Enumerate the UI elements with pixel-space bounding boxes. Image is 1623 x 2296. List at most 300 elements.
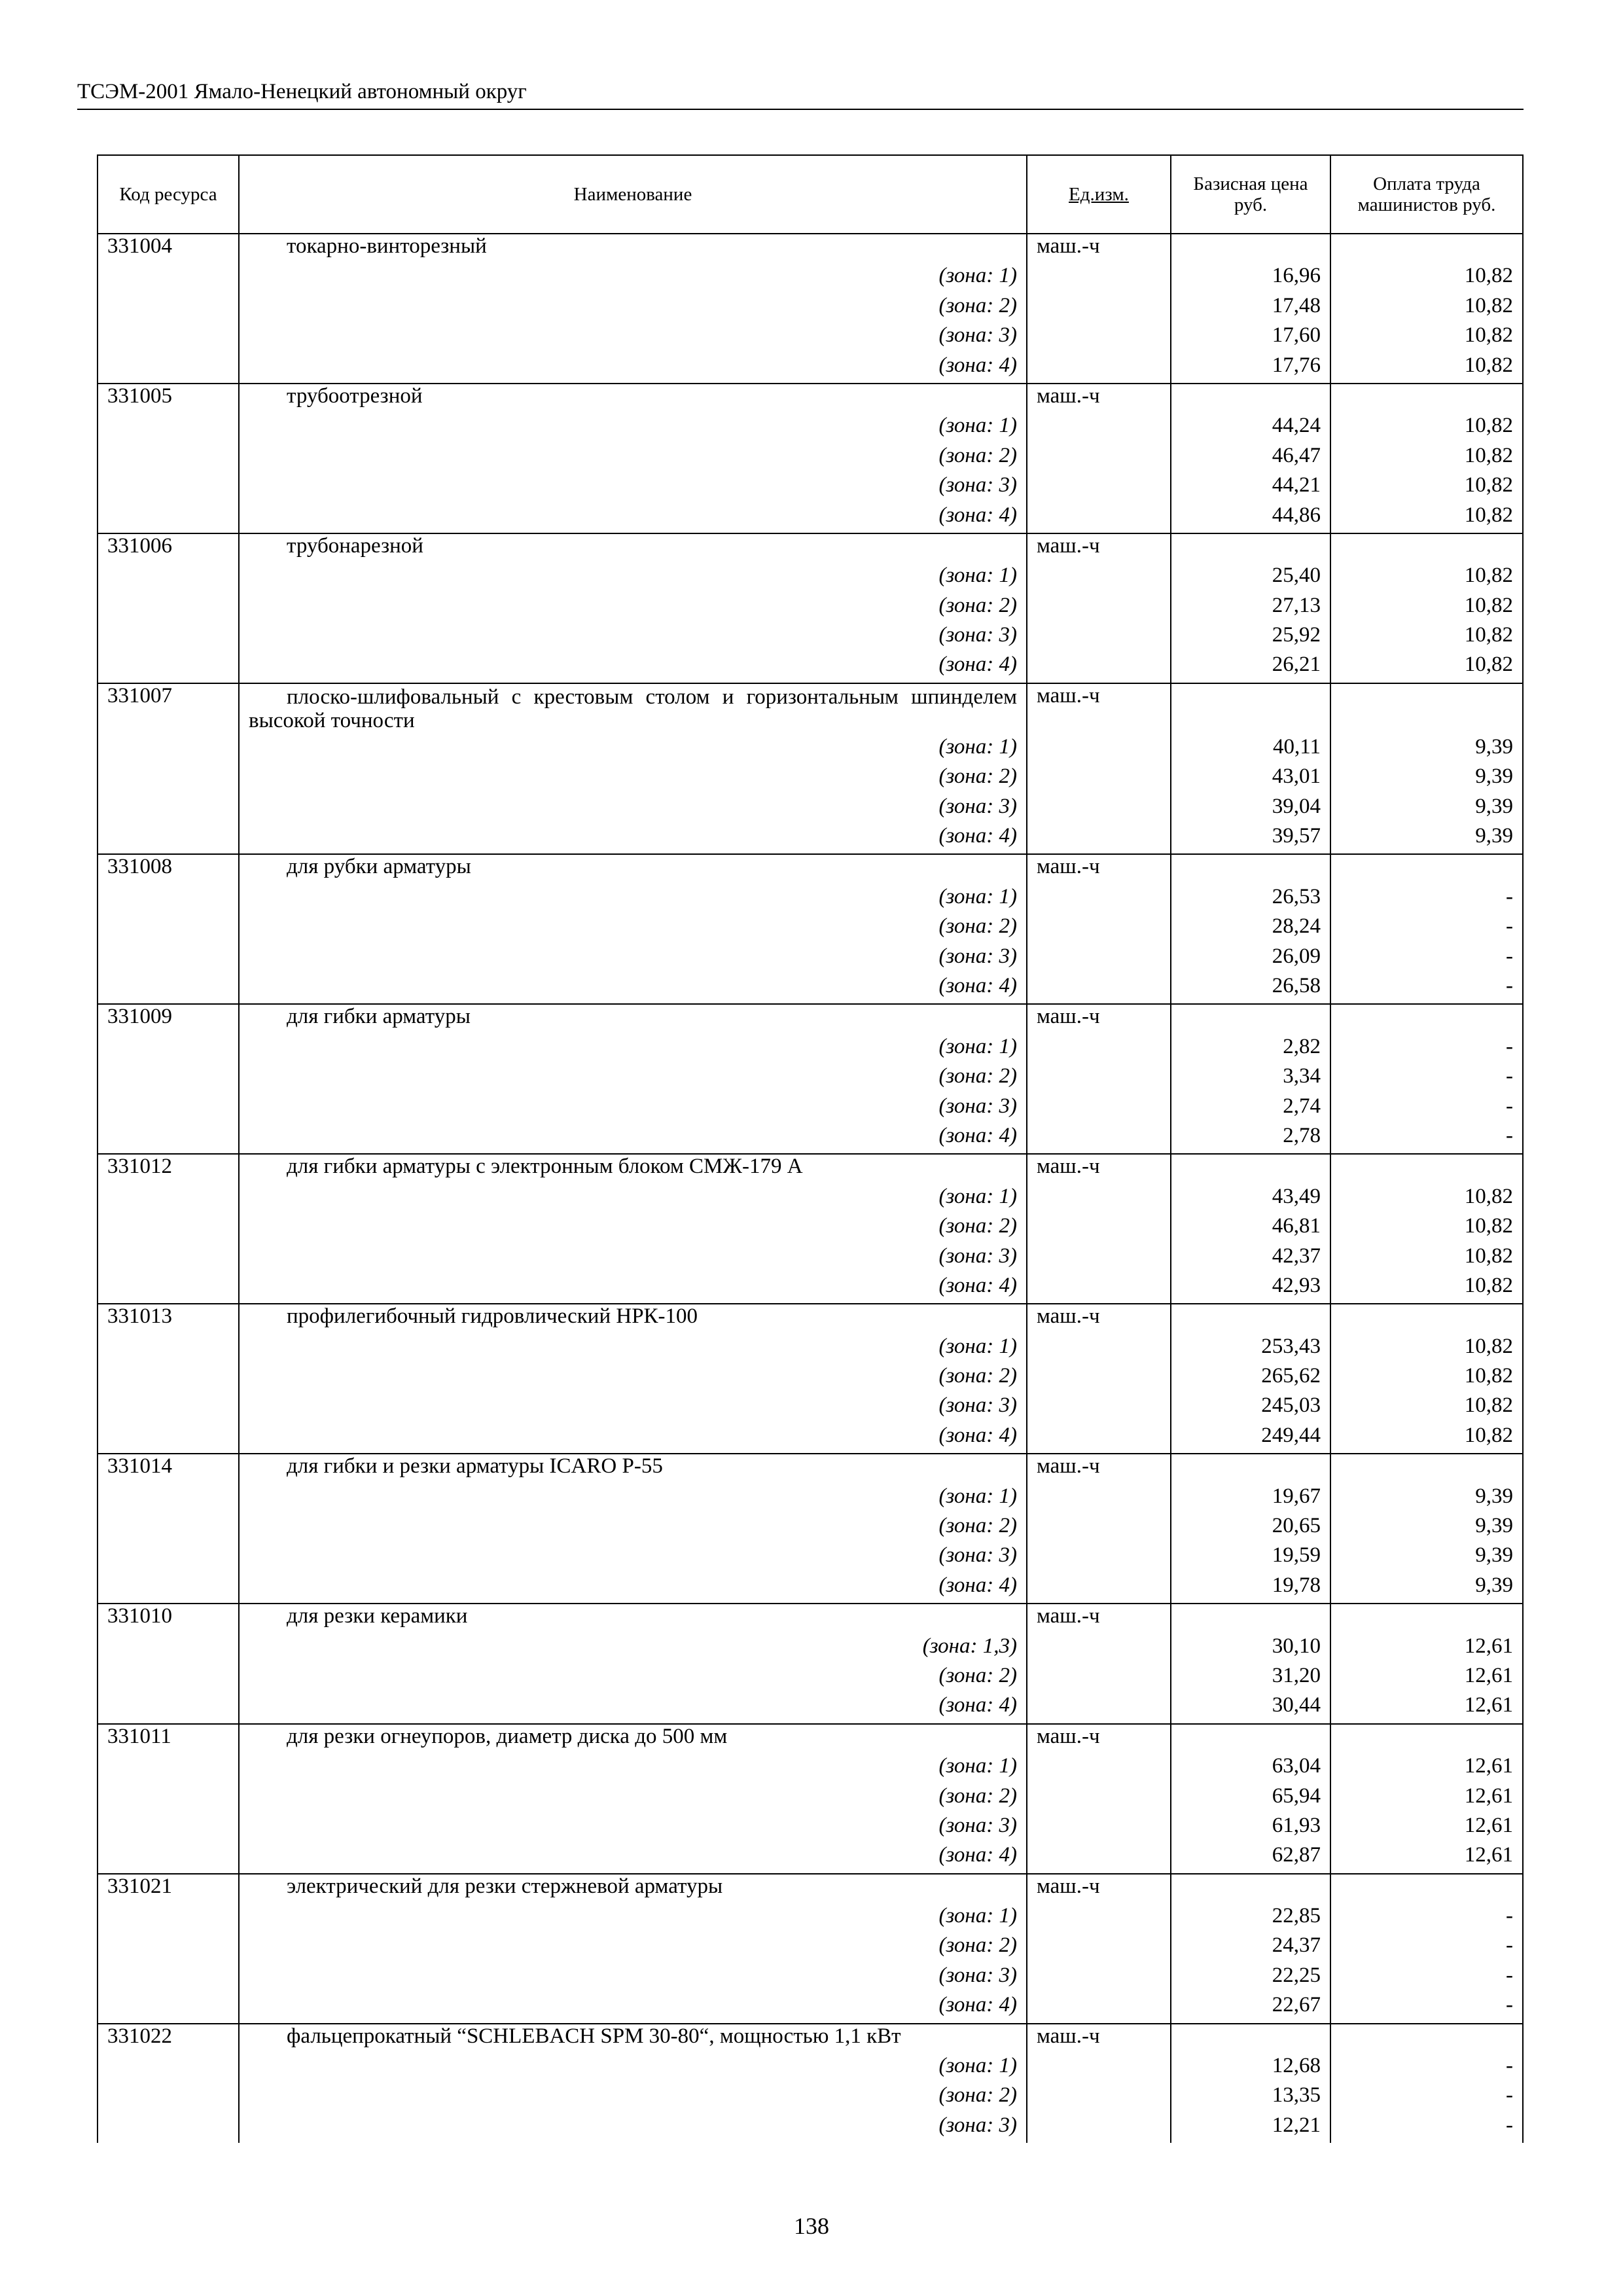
operator-wage: -: [1330, 2083, 1523, 2113]
empty-code-cell: [98, 1843, 239, 1873]
resource-unit: маш.-ч: [1027, 854, 1171, 884]
empty-unit-cell: [1027, 824, 1171, 854]
resource-name: профилегибочный гидровлический НРК-100: [239, 1304, 1027, 1334]
base-price: 46,47: [1171, 444, 1330, 473]
base-price: 30,10: [1171, 1634, 1330, 1664]
empty-unit-cell: [1027, 1035, 1171, 1064]
resource-row: [98, 854, 1523, 884]
base-price: 19,59: [1171, 1543, 1330, 1573]
resource-unit: маш.-ч: [1027, 2024, 1171, 2054]
empty-code-cell: [98, 503, 239, 533]
operator-wage: 9,39: [1330, 1514, 1523, 1543]
empty-unit-cell: [1027, 795, 1171, 824]
resource-unit: маш.-ч: [1027, 1604, 1171, 1634]
operator-wage: 10,82: [1330, 414, 1523, 443]
zone-label: (зона: 4): [239, 353, 1027, 384]
resource-name: для резки керамики: [239, 1604, 1027, 1634]
resource-name: токарно-винторезный: [239, 234, 1027, 264]
operator-wage: 10,82: [1330, 444, 1523, 473]
empty-code-cell: [98, 1904, 239, 1933]
zone-row: [98, 564, 1523, 593]
resource-row: [98, 1724, 1523, 1754]
empty-code-cell: [98, 1964, 239, 1993]
zone-label: (зона: 2): [239, 1664, 1027, 1693]
operator-wage: 9,39: [1330, 1573, 1523, 1604]
empty-unit-cell: [1027, 623, 1171, 653]
empty-code-cell: [98, 735, 239, 764]
empty-wage-cell: [1330, 1454, 1523, 1484]
empty-unit-cell: [1027, 914, 1171, 944]
operator-wage: 10,82: [1330, 564, 1523, 593]
resource-name: для гибки и резки арматуры ICARO P-55: [239, 1454, 1027, 1484]
zone-label: (зона: 4): [239, 1274, 1027, 1304]
base-price: 19,67: [1171, 1484, 1330, 1514]
base-price: 16,96: [1171, 264, 1330, 293]
operator-wage: 10,82: [1330, 1424, 1523, 1454]
operator-wage: 10,82: [1330, 594, 1523, 623]
resource-name: для гибки арматуры с электронным блоком СМЖ-179 А: [239, 1154, 1027, 1184]
empty-code-cell: [98, 1664, 239, 1693]
empty-code-cell: [98, 974, 239, 1004]
empty-unit-cell: [1027, 1094, 1171, 1124]
column-header-wage: Оплата труда машинистов руб.: [1330, 155, 1523, 234]
zone-label: (зона: 1): [239, 1185, 1027, 1214]
empty-code-cell: [98, 1514, 239, 1543]
zone-label: (зона: 2): [239, 1933, 1027, 1963]
base-price: 22,25: [1171, 1964, 1330, 1993]
zone-row: [98, 1814, 1523, 1843]
base-price: 39,04: [1171, 795, 1330, 824]
operator-wage: 10,82: [1330, 623, 1523, 653]
empty-code-cell: [98, 1933, 239, 1963]
empty-code-cell: [98, 1244, 239, 1274]
zone-label: (зона: 1): [239, 2054, 1027, 2083]
operator-wage: 10,82: [1330, 1185, 1523, 1214]
base-price: 44,21: [1171, 473, 1330, 503]
zone-row: [98, 1364, 1523, 1393]
page-number: 138: [794, 2213, 829, 2239]
resource-row: [98, 1004, 1523, 1034]
resource-unit: маш.-ч: [1027, 1454, 1171, 1484]
empty-code-cell: [98, 1693, 239, 1723]
zone-label: (зона: 3): [239, 473, 1027, 503]
resource-row: [98, 2024, 1523, 2054]
empty-code-cell: [98, 1993, 239, 2023]
operator-wage: -: [1330, 974, 1523, 1004]
resource-row: [98, 1454, 1523, 1484]
resource-name: для рубки арматуры: [239, 854, 1027, 884]
empty-code-cell: [98, 1064, 239, 1094]
base-price: 44,24: [1171, 414, 1330, 443]
empty-unit-cell: [1027, 294, 1171, 323]
empty-unit-cell: [1027, 1843, 1171, 1873]
empty-unit-cell: [1027, 1064, 1171, 1094]
zone-row: [98, 1543, 1523, 1573]
empty-code-cell: [98, 944, 239, 974]
zone-row: [98, 824, 1523, 854]
zone-row: [98, 1244, 1523, 1274]
zone-label: (зона: 4): [239, 1124, 1027, 1154]
empty-unit-cell: [1027, 1214, 1171, 1244]
resource-code: 331008: [98, 854, 239, 884]
empty-unit-cell: [1027, 1514, 1171, 1543]
empty-unit-cell: [1027, 1543, 1171, 1573]
empty-wage-cell: [1330, 854, 1523, 884]
empty-price-cell: [1171, 1454, 1330, 1484]
base-price: 24,37: [1171, 1933, 1330, 1963]
empty-unit-cell: [1027, 1634, 1171, 1664]
zone-row: [98, 623, 1523, 653]
empty-price-cell: [1171, 234, 1330, 264]
operator-wage: 9,39: [1330, 1484, 1523, 1514]
resource-unit: маш.-ч: [1027, 1154, 1171, 1184]
empty-unit-cell: [1027, 1664, 1171, 1693]
zone-row: [98, 1933, 1523, 1963]
empty-price-cell: [1171, 533, 1330, 564]
table-header-row: [98, 155, 1523, 234]
zone-row: [98, 323, 1523, 353]
resource-name: для резки огнеупоров, диаметр диска до 500 мм: [239, 1724, 1027, 1754]
operator-wage: -: [1330, 1035, 1523, 1064]
zone-label: (зона: 4): [239, 824, 1027, 854]
zone-label: (зона: 3): [239, 1244, 1027, 1274]
resource-code: 331012: [98, 1154, 239, 1184]
zone-row: [98, 1784, 1523, 1814]
empty-price-cell: [1171, 1304, 1330, 1334]
resource-code: 331014: [98, 1454, 239, 1484]
empty-wage-cell: [1330, 683, 1523, 735]
resource-code: 331009: [98, 1004, 239, 1034]
operator-wage: 10,82: [1330, 1335, 1523, 1364]
zone-label: (зона: 2): [239, 1064, 1027, 1094]
empty-code-cell: [98, 1094, 239, 1124]
base-price: 13,35: [1171, 2083, 1330, 2113]
zone-label: (зона: 1): [239, 264, 1027, 293]
empty-code-cell: [98, 594, 239, 623]
operator-wage: -: [1330, 1904, 1523, 1933]
empty-wage-cell: [1330, 1004, 1523, 1034]
zone-row: [98, 1664, 1523, 1693]
zone-label: (зона: 4): [239, 1843, 1027, 1873]
empty-unit-cell: [1027, 353, 1171, 384]
empty-unit-cell: [1027, 264, 1171, 293]
base-price: 62,87: [1171, 1843, 1330, 1873]
resource-row: [98, 1154, 1523, 1184]
base-price: 63,04: [1171, 1754, 1330, 1784]
empty-wage-cell: [1330, 1604, 1523, 1634]
zone-label: (зона: 1): [239, 564, 1027, 593]
empty-unit-cell: [1027, 2113, 1171, 2143]
empty-code-cell: [98, 1573, 239, 1604]
empty-unit-cell: [1027, 564, 1171, 593]
base-price: 19,78: [1171, 1573, 1330, 1604]
empty-code-cell: [98, 2083, 239, 2113]
base-price: 2,78: [1171, 1124, 1330, 1154]
resource-code: 331010: [98, 1604, 239, 1634]
operator-wage: 10,82: [1330, 353, 1523, 384]
resource-unit: маш.-ч: [1027, 234, 1171, 264]
base-price: 3,34: [1171, 1064, 1330, 1094]
empty-code-cell: [98, 824, 239, 854]
empty-code-cell: [98, 353, 239, 384]
operator-wage: 9,39: [1330, 795, 1523, 824]
zone-row: [98, 414, 1523, 443]
empty-code-cell: [98, 2113, 239, 2143]
zone-label: (зона: 3): [239, 323, 1027, 353]
empty-unit-cell: [1027, 323, 1171, 353]
resource-row: [98, 1604, 1523, 1634]
operator-wage: 9,39: [1330, 764, 1523, 794]
empty-code-cell: [98, 1214, 239, 1244]
resource-code: 331006: [98, 533, 239, 564]
operator-wage: -: [1330, 885, 1523, 914]
operator-wage: 12,61: [1330, 1754, 1523, 1784]
empty-price-cell: [1171, 683, 1330, 735]
empty-code-cell: [98, 1124, 239, 1154]
empty-unit-cell: [1027, 1364, 1171, 1393]
base-price: 30,44: [1171, 1693, 1330, 1723]
empty-price-cell: [1171, 1724, 1330, 1754]
column-header-name: Наименование: [239, 155, 1027, 234]
base-price: 253,43: [1171, 1335, 1330, 1364]
operator-wage: 10,82: [1330, 1214, 1523, 1244]
operator-wage: 12,61: [1330, 1693, 1523, 1723]
zone-label: (зона: 2): [239, 1214, 1027, 1244]
empty-price-cell: [1171, 384, 1330, 414]
empty-code-cell: [98, 1484, 239, 1514]
empty-unit-cell: [1027, 1993, 1171, 2023]
base-price: 42,93: [1171, 1274, 1330, 1304]
empty-code-cell: [98, 1634, 239, 1664]
resource-name: трубоотрезной: [239, 384, 1027, 414]
zone-label: (зона: 2): [239, 1364, 1027, 1393]
base-price: 2,82: [1171, 1035, 1330, 1064]
base-price: 12,68: [1171, 2054, 1330, 2083]
empty-code-cell: [98, 444, 239, 473]
base-price: 25,40: [1171, 564, 1330, 593]
base-price: 39,57: [1171, 824, 1330, 854]
operator-wage: -: [1330, 1094, 1523, 1124]
empty-wage-cell: [1330, 533, 1523, 564]
empty-code-cell: [98, 1035, 239, 1064]
empty-unit-cell: [1027, 1393, 1171, 1423]
empty-unit-cell: [1027, 1274, 1171, 1304]
zone-row: [98, 1064, 1523, 1094]
empty-unit-cell: [1027, 1573, 1171, 1604]
resource-code: 331013: [98, 1304, 239, 1334]
empty-unit-cell: [1027, 1784, 1171, 1814]
empty-unit-cell: [1027, 1814, 1171, 1843]
zone-label: (зона: 3): [239, 1094, 1027, 1124]
zone-label: (зона: 1): [239, 885, 1027, 914]
zone-label: (зона: 2): [239, 1514, 1027, 1543]
empty-code-cell: [98, 1784, 239, 1814]
empty-unit-cell: [1027, 735, 1171, 764]
zone-row: [98, 1124, 1523, 1154]
empty-code-cell: [98, 1185, 239, 1214]
base-price: 61,93: [1171, 1814, 1330, 1843]
zone-row: [98, 594, 1523, 623]
resource-row: [98, 1304, 1523, 1334]
zone-row: [98, 503, 1523, 533]
operator-wage: 10,82: [1330, 653, 1523, 683]
operator-wage: 10,82: [1330, 323, 1523, 353]
resource-unit: маш.-ч: [1027, 1004, 1171, 1034]
resource-code: 331005: [98, 384, 239, 414]
empty-price-cell: [1171, 1154, 1330, 1184]
zone-row: [98, 735, 1523, 764]
zone-row: [98, 1634, 1523, 1664]
empty-code-cell: [98, 1754, 239, 1784]
operator-wage: -: [1330, 1993, 1523, 2023]
empty-code-cell: [98, 2054, 239, 2083]
running-header: ТСЭМ-2001 Ямало-Ненецкий автономный округ: [77, 79, 1524, 110]
zone-row: [98, 1993, 1523, 2023]
zone-row: [98, 1514, 1523, 1543]
empty-code-cell: [98, 653, 239, 683]
zone-row: [98, 944, 1523, 974]
base-price: 26,53: [1171, 885, 1330, 914]
zone-row: [98, 2113, 1523, 2143]
zone-row: [98, 764, 1523, 794]
base-price: 26,09: [1171, 944, 1330, 974]
base-price: 43,01: [1171, 764, 1330, 794]
resource-row: [98, 234, 1523, 264]
empty-price-cell: [1171, 2024, 1330, 2054]
operator-wage: 12,61: [1330, 1634, 1523, 1664]
operator-wage: 10,82: [1330, 1364, 1523, 1393]
base-price: 12,21: [1171, 2113, 1330, 2143]
zone-row: [98, 2054, 1523, 2083]
empty-wage-cell: [1330, 384, 1523, 414]
empty-unit-cell: [1027, 2083, 1171, 2113]
empty-unit-cell: [1027, 414, 1171, 443]
operator-wage: 10,82: [1330, 473, 1523, 503]
operator-wage: 10,82: [1330, 1393, 1523, 1423]
empty-wage-cell: [1330, 1874, 1523, 1904]
zone-label: (зона: 1): [239, 1484, 1027, 1514]
empty-unit-cell: [1027, 944, 1171, 974]
empty-code-cell: [98, 294, 239, 323]
empty-unit-cell: [1027, 1964, 1171, 1993]
zone-label: (зона: 3): [239, 795, 1027, 824]
resource-unit: маш.-ч: [1027, 384, 1171, 414]
empty-unit-cell: [1027, 1335, 1171, 1364]
zone-label: (зона: 1): [239, 1335, 1027, 1364]
zone-label: (зона: 2): [239, 914, 1027, 944]
zone-label: (зона: 4): [239, 974, 1027, 1004]
zone-label: (зона: 1): [239, 1904, 1027, 1933]
zone-row: [98, 2083, 1523, 2113]
empty-price-cell: [1171, 854, 1330, 884]
resource-code: 331011: [98, 1724, 239, 1754]
zone-row: [98, 473, 1523, 503]
table-body: [98, 234, 1523, 2143]
resource-price-table: [97, 154, 1524, 2143]
zone-label: (зона: 1): [239, 1035, 1027, 1064]
base-price: 265,62: [1171, 1364, 1330, 1393]
empty-price-cell: [1171, 1604, 1330, 1634]
empty-wage-cell: [1330, 1724, 1523, 1754]
empty-unit-cell: [1027, 1484, 1171, 1514]
empty-code-cell: [98, 1364, 239, 1393]
empty-code-cell: [98, 1424, 239, 1454]
operator-wage: 9,39: [1330, 735, 1523, 764]
empty-wage-cell: [1330, 234, 1523, 264]
empty-code-cell: [98, 623, 239, 653]
empty-wage-cell: [1330, 1154, 1523, 1184]
zone-label: (зона: 3): [239, 2113, 1027, 2143]
zone-row: [98, 264, 1523, 293]
zone-row: [98, 1754, 1523, 1784]
empty-code-cell: [98, 564, 239, 593]
empty-code-cell: [98, 414, 239, 443]
resource-name: плоско-шлифовальный с крестовым столом и горизонтальным шпинделем высокой точности: [239, 683, 1027, 735]
zone-label: (зона: 4): [239, 653, 1027, 683]
empty-code-cell: [98, 1274, 239, 1304]
zone-label: (зона: 4): [239, 1693, 1027, 1723]
resource-row: [98, 384, 1523, 414]
zone-row: [98, 1693, 1523, 1723]
zone-row: [98, 353, 1523, 384]
base-price: 17,60: [1171, 323, 1330, 353]
operator-wage: 10,82: [1330, 503, 1523, 533]
resource-row: [98, 1874, 1523, 1904]
empty-wage-cell: [1330, 1304, 1523, 1334]
base-price: 27,13: [1171, 594, 1330, 623]
operator-wage: 12,61: [1330, 1843, 1523, 1873]
resource-code: 331004: [98, 234, 239, 264]
operator-wage: 9,39: [1330, 1543, 1523, 1573]
base-price: 46,81: [1171, 1214, 1330, 1244]
zone-row: [98, 1035, 1523, 1064]
zone-label: (зона: 2): [239, 764, 1027, 794]
zone-row: [98, 1964, 1523, 1993]
resource-code: 331021: [98, 1874, 239, 1904]
empty-unit-cell: [1027, 885, 1171, 914]
operator-wage: -: [1330, 1064, 1523, 1094]
zone-label: (зона: 1): [239, 414, 1027, 443]
zone-label: (зона: 3): [239, 1814, 1027, 1843]
base-price: 245,03: [1171, 1393, 1330, 1423]
zone-label: (зона: 2): [239, 444, 1027, 473]
zone-label: (зона: 4): [239, 1993, 1027, 2023]
operator-wage: 10,82: [1330, 264, 1523, 293]
zone-label: (зона: 3): [239, 1543, 1027, 1573]
resource-name: для гибки арматуры: [239, 1004, 1027, 1034]
empty-unit-cell: [1027, 503, 1171, 533]
operator-wage: 10,82: [1330, 1274, 1523, 1304]
empty-unit-cell: [1027, 1754, 1171, 1784]
empty-price-cell: [1171, 1004, 1330, 1034]
base-price: 44,86: [1171, 503, 1330, 533]
zone-row: [98, 795, 1523, 824]
empty-unit-cell: [1027, 1904, 1171, 1933]
zone-row: [98, 1424, 1523, 1454]
base-price: 43,49: [1171, 1185, 1330, 1214]
resource-code: 331007: [98, 683, 239, 735]
empty-code-cell: [98, 795, 239, 824]
zone-row: [98, 1185, 1523, 1214]
base-price: 25,92: [1171, 623, 1330, 653]
base-price: 20,65: [1171, 1514, 1330, 1543]
base-price: 26,58: [1171, 974, 1330, 1004]
operator-wage: 10,82: [1330, 294, 1523, 323]
base-price: 28,24: [1171, 914, 1330, 944]
zone-label: (зона: 4): [239, 1573, 1027, 1604]
resource-unit: маш.-ч: [1027, 533, 1171, 564]
empty-wage-cell: [1330, 2024, 1523, 2054]
